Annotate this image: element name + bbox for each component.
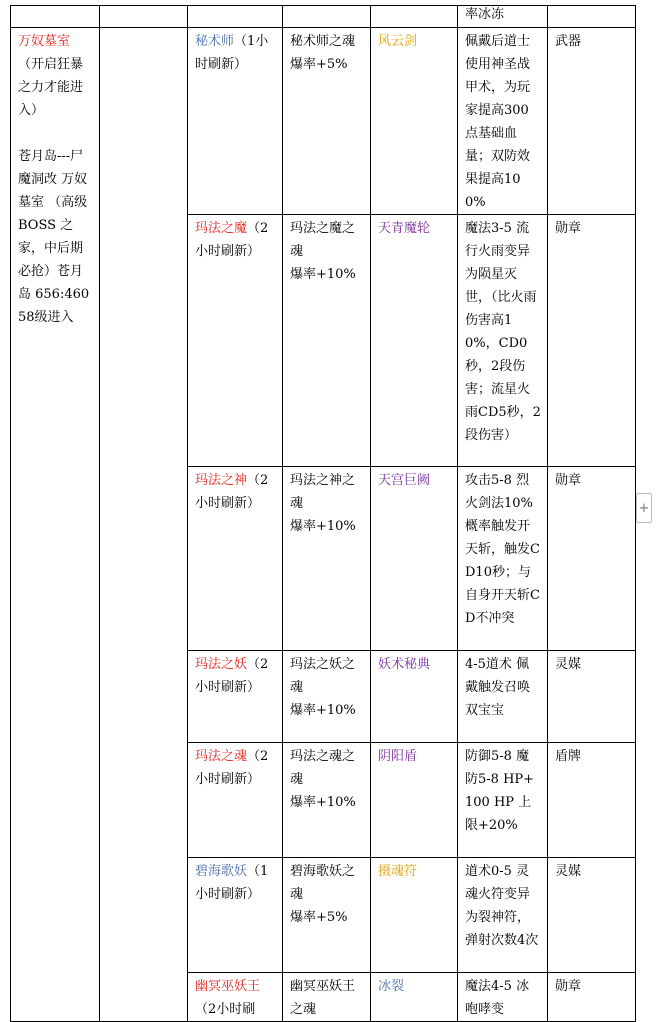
boss-name: 玛法之魔: [195, 221, 248, 236]
soul-name: 玛法之魔之魂: [290, 221, 356, 259]
type-cell: 灵媒: [548, 858, 636, 973]
item-name: 阴阳盾: [371, 743, 458, 858]
effect-cell: 道术0-5 灵魂火符变异为裂神符，弹射次数4次: [458, 858, 548, 973]
type-cell: 勋章: [548, 467, 636, 651]
drop-rate: 爆率+5%: [290, 57, 348, 72]
effect-cell: 魔法3-5 流行火雨变异为陨星灭世，（比火雨伤害高10%，CD0秒，2段伤害；流星火雨CD5秒，2段伤害）: [458, 215, 548, 467]
map-title: 万奴墓室: [18, 34, 71, 49]
boss-cell: [188, 651, 283, 743]
type-cell: 勋章: [548, 973, 636, 1022]
item-name: 天宫巨阙: [371, 467, 458, 651]
item-name: 风云剑: [371, 28, 458, 215]
boss-cell: [188, 467, 283, 651]
soul-name: 玛法之妖之魂: [290, 657, 356, 695]
effect-cell: 攻击5-8 烈火剑法10%概率触发开天斩，触发CD10秒；与自身开天斩CD不冲突: [458, 467, 548, 651]
soul-cell: [283, 467, 371, 651]
soul-name: 玛法之魂之魂: [290, 749, 356, 787]
empty-cell: [100, 28, 188, 1022]
expand-button[interactable]: +: [636, 493, 652, 523]
type-cell: 勋章: [548, 215, 636, 467]
effect-cell: 4-5道术 佩戴触发召唤双宝宝: [458, 651, 548, 743]
boss-name: 秘术师: [195, 34, 235, 49]
boss-drop-table: [10, 5, 636, 1022]
drop-rate: 爆率+10%: [290, 703, 356, 718]
effect-cell: 佩戴后道士使用神圣战甲术，为玩家提高300点基础血量；双防效果提高100%: [458, 28, 548, 215]
item-name: 摄魂符: [371, 858, 458, 973]
effect-cell: 防御5-8 魔防5-8 HP+100 HP 上限+20%: [458, 743, 548, 858]
boss-refresh: （2小时刷新）: [195, 473, 269, 511]
boss-cell: [188, 973, 283, 1022]
type-cell: 灵媒: [548, 651, 636, 743]
boss-name: 幽冥巫妖王: [195, 979, 261, 994]
table-row: [11, 6, 636, 28]
item-name: 妖术秘典: [371, 651, 458, 743]
drop-rate: 爆率+5%: [290, 910, 348, 925]
item-name: 天青魔轮: [371, 215, 458, 467]
soul-cell: [283, 858, 371, 973]
map-route: 苍月岛---尸魔洞改 万奴墓室 （高级BOSS 之家，中后期必抢）苍月岛 656:460: [18, 149, 90, 302]
boss-refresh: （2小时刷新）: [195, 657, 269, 695]
map-cell: [11, 28, 100, 1022]
item-name: 冰裂: [371, 973, 458, 1022]
map-level-req: 58级进入: [18, 310, 74, 325]
soul-cell: [283, 973, 371, 1022]
soul-name: 玛法之神之魂: [290, 473, 356, 511]
drop-rate: 爆率+10%: [290, 795, 356, 810]
drop-rate: 爆率+10%: [290, 519, 356, 534]
boss-refresh: （2小时刷新）: [195, 221, 269, 259]
boss-refresh: （2小时刷新）: [195, 749, 269, 787]
drop-rate: 爆率+10%: [290, 267, 356, 282]
soul-cell: [283, 215, 371, 467]
soul-cell: [283, 743, 371, 858]
soul-cell: [283, 28, 371, 215]
type-cell: 武器: [548, 28, 636, 215]
type-cell: 盾牌: [548, 743, 636, 858]
table-row: [11, 28, 636, 215]
map-note: （开启狂暴之力才能进入）: [18, 57, 84, 118]
soul-name: 幽冥巫妖王之魂: [290, 979, 356, 1017]
boss-name: 玛法之妖: [195, 657, 248, 672]
boss-cell: [188, 743, 283, 858]
boss-name: 玛法之魂: [195, 749, 248, 764]
boss-cell: [188, 858, 283, 973]
boss-refresh: （2小时刷: [195, 1002, 256, 1017]
boss-name: 玛法之神: [195, 473, 248, 488]
soul-name: 秘术师之魂: [290, 34, 356, 49]
boss-name: 碧海歌妖: [195, 864, 248, 879]
boss-cell: [188, 215, 283, 467]
boss-refresh: （1小时刷新）: [195, 34, 269, 72]
boss-refresh: （1小时刷新）: [195, 864, 269, 902]
soul-cell: [283, 651, 371, 743]
boss-cell: [188, 28, 283, 215]
soul-name: 碧海歌妖之魂: [290, 864, 356, 902]
effect-cell: 率冰冻: [458, 6, 548, 28]
effect-cell: 魔法4-5 冰咆哮变: [458, 973, 548, 1022]
